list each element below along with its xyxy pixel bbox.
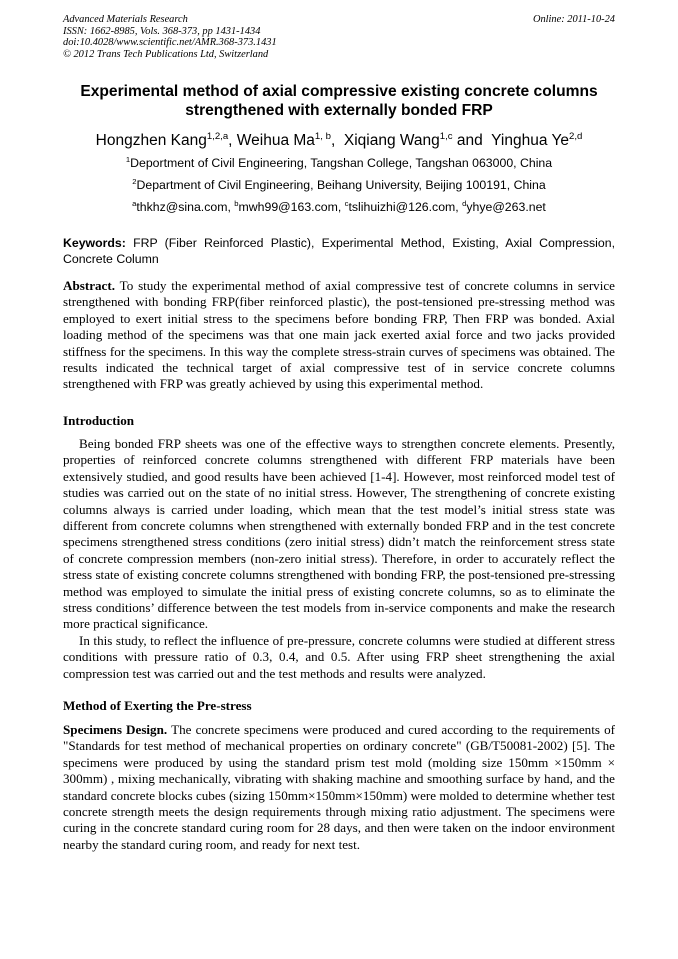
author-separator: and: [452, 132, 492, 149]
author-name: Weihua Ma: [236, 132, 315, 149]
online-date: Online: 2011-10-24: [532, 14, 615, 25]
journal-name: Advanced Materials Research: [63, 14, 188, 25]
author-name: Yinghua Ye: [491, 132, 569, 149]
author-name: Hongzhen Kang: [95, 132, 207, 149]
abstract-text: To study the experimental method of axial compressive test of concrete columns in service strengthened with bonding FRP(fiber reinforced plastic), the post-tensioned pre-stressing method was employed to exert initial stress to the specimens before bonding FRP, Then FRP was bonded. Axial loading method of the specimens was that one main jack exerted axial force and two jacks provided stiffness for the specimens. In this way the complete stress-strain curves of specimens was obtained. The results indicated the technical target of axial compressive test of in service concrete columns strengthened with FRP was greatly achieved by using this experimental method.: [63, 278, 615, 392]
affiliation: [40, 156, 638, 171]
author-affiliation-mark: 1, b: [314, 130, 331, 142]
email-address: thkhz@sina.com,: [136, 200, 235, 214]
email-mark: a: [132, 198, 137, 208]
method-body: [63, 722, 615, 853]
affiliation-text: Department of Civil Engineering, Beihang University, Beijing 100191, China: [136, 178, 546, 192]
author-affiliation-mark: 2,d: [569, 130, 583, 142]
paragraph: Being bonded FRP sheets was one of the effective ways to strengthen concrete elements. Presently, properties of reinforced concrete columns strengthened with different FRP materials have been extensively studied, and good results have been achieved [1-4]. However, most reinforced model test of studies was carried out on the state of no initial stress. However, The strengthening of concrete existing columns always is carried under loading, which mean that the test model’s initial stress state was different from concrete columns when strengthened with externally bonded FRP and in the test concrete specimens strengthened stress conditions (zero initial stress) didn’t match the reinforcement stress state of concrete compression members (non-zero initial stress). Therefore, in order to accurately reflect the stress state of existing concrete columns strengthened with bonding FRP, the post-tensioned pre-stressing method was employed to simulate the initial press of existing concrete columns, so as to eliminate the stress conditions’ difference between the test models from in-service components and make the research more practical significance.: [63, 436, 615, 632]
email-mark: d: [462, 198, 467, 208]
affiliation-text: Deportment of Civil Engineering, Tangshan College, Tangshan 063000, China: [130, 156, 553, 170]
introduction-body: [63, 436, 615, 682]
paper-title: Experimental method of axial compressive existing concrete columns strengthened with externally bonded FRP: [80, 83, 598, 119]
author: [491, 132, 582, 149]
email-address: tslihuizhi@126.com,: [348, 200, 463, 214]
method-text: The concrete specimens were produced and cured according to the requirements of "Standards for test method of mechanical properties on ordinary concrete" (GB/T50081-2002) [5]. The specimens were produced by using the standard prism test mold (molding size 150mm ×150mm × 300mm) , mixing mechanically, vibrating with shaking machine and smoothing surface by hand, and the standard concrete blocks cubes (sizing 150mm×150mm×150mm) were molded to determine whether test concrete strength meets the design requirements through mixing ratio adjustment. The specimens were curing in the concrete standard curing room for 28 days, and then were taken on the indoor environment nearby the standard curing room, and ready for next test.: [63, 722, 615, 852]
email-address: mwh99@163.com,: [238, 200, 345, 214]
email-line: [40, 200, 638, 215]
author: [96, 132, 237, 149]
author-separator: ,: [330, 132, 344, 149]
issn-line: ISSN: 1662-8985, Vols. 368-373, pp 1431-1434: [63, 25, 261, 37]
paragraph: In this study, to reflect the influence of pre-pressure, concrete columns were studied at different stress conditions with pressure ratio of 0.3, 0.4, and 0.5. After using FRP sheet strengthening the axial compression test was carried out and the test methods and results were analyzed.: [63, 632, 615, 681]
affiliation-mark: 1: [125, 154, 131, 164]
copyright-line: © 2012 Trans Tech Publications Ltd, Switzerland: [63, 48, 269, 60]
keywords-text: FRP (Fiber Reinforced Plastic), Experimental Method, Existing, Axial Compression, Concrete Column: [63, 236, 615, 266]
section-heading-method: Method of Exerting the Pre-stress: [63, 698, 252, 713]
abstract-label: Abstract.: [63, 278, 115, 293]
affiliation: [40, 178, 638, 193]
journal-header: [63, 14, 615, 60]
author-list: [40, 131, 638, 151]
author: [237, 132, 344, 149]
email-mark: c: [344, 198, 349, 208]
subsection-label: Specimens Design.: [63, 722, 168, 737]
keywords-label: Keywords:: [63, 236, 126, 250]
keywords: [63, 236, 615, 267]
author: [344, 132, 491, 149]
author-affiliation-mark: 1,2,a: [206, 130, 229, 142]
affiliation-mark: 2: [132, 176, 137, 186]
author-affiliation-mark: 1,c: [439, 130, 453, 142]
section-heading-introduction: Introduction: [63, 413, 135, 428]
email-address: yhye@263.net: [466, 200, 546, 214]
author-name: Xiqiang Wang: [343, 132, 440, 149]
doi-line: doi:10.4028/www.scientific.net/AMR.368-373.1431: [63, 37, 277, 49]
author-separator: ,: [228, 132, 237, 149]
email-mark: b: [234, 198, 239, 208]
abstract: [63, 278, 615, 393]
